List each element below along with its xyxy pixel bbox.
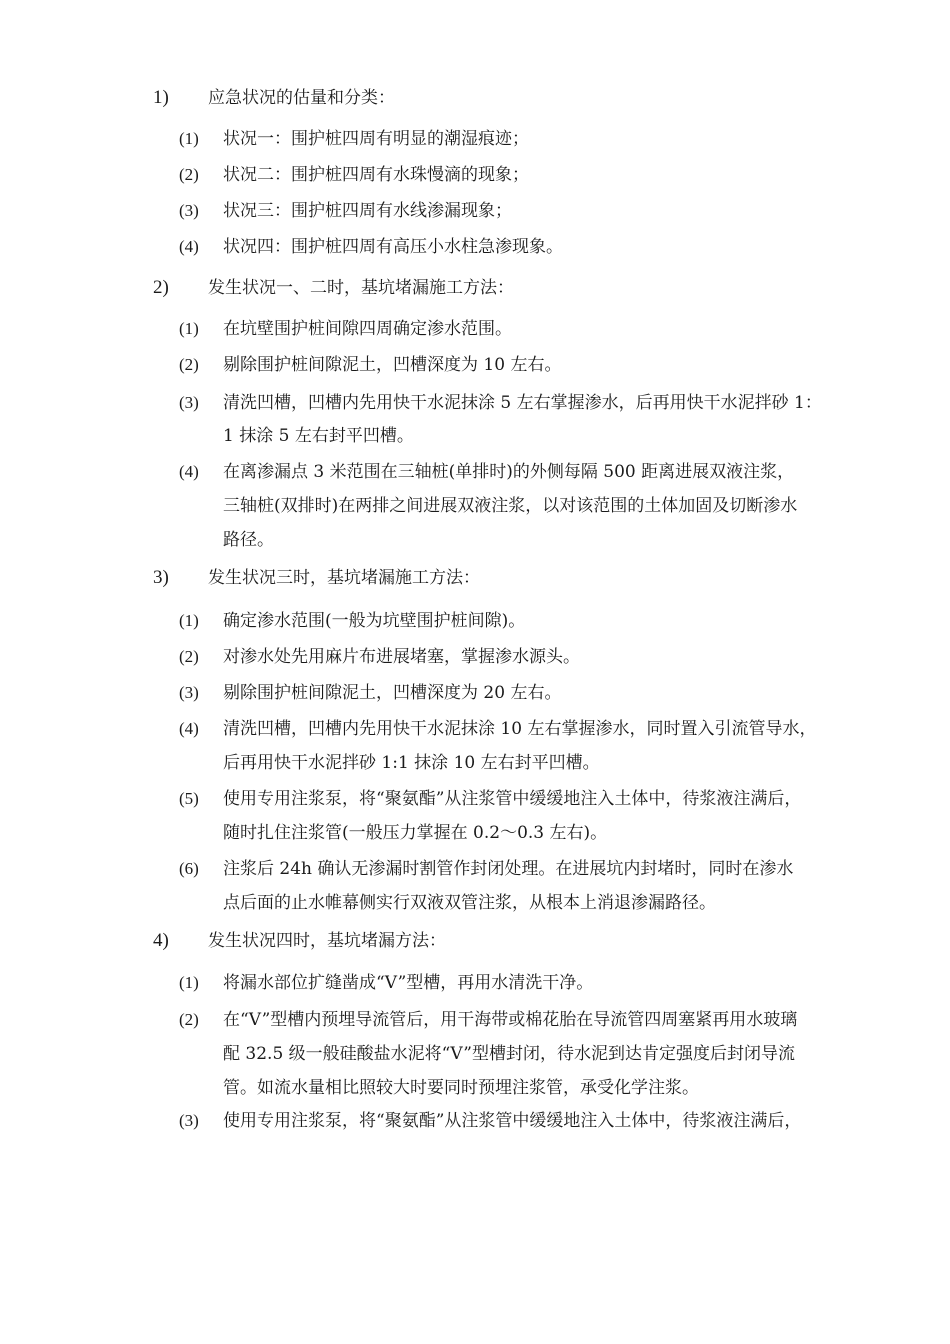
item-number: (3) <box>179 1111 199 1130</box>
item-text: 将漏水部位扩缝凿成“V”型槽，再用水清洗干净。 <box>223 973 594 993</box>
section-title: 发生状况一、二时，基坑堵漏施工方法： <box>208 278 514 298</box>
item-text: 在坑壁围护桩间隙四周确定渗水范围。 <box>223 319 512 339</box>
item-text: 管。如流水量相比照较大时要同时预埋注浆管，承受化学注浆。 <box>223 1078 699 1098</box>
item-number: (2) <box>179 1010 199 1029</box>
section-title: 应急状况的估量和分类： <box>208 88 395 108</box>
section-number: 2) <box>153 277 169 298</box>
item-text: 配 32.5 级一般硅酸盐水泥将“V”型槽封闭，待水泥到达肯定强度后封闭导流 <box>223 1044 795 1064</box>
item-text: 状况一：围护桩四周有明显的潮湿痕迹； <box>223 129 529 149</box>
item-text: 状况二：围护桩四周有水珠慢滴的现象； <box>223 165 529 185</box>
item-number: (1) <box>179 611 199 630</box>
item-text: 点后面的止水帷幕侧实行双液双管注浆，从根本上消退渗漏路径。 <box>223 893 716 913</box>
item-text: 路径。 <box>223 530 274 550</box>
item-text: 注浆后 24h 确认无渗漏时割管作封闭处理。在进展坑内封堵时，同时在渗水 <box>223 859 794 879</box>
item-text: 1 抹涂 5 左右封平凹槽。 <box>223 426 414 446</box>
item-number: (2) <box>179 647 199 666</box>
item-text: 状况四：围护桩四周有高压小水柱急渗现象。 <box>223 237 563 257</box>
section-title: 发生状况四时，基坑堵漏方法： <box>208 931 446 951</box>
section-number: 1) <box>153 87 169 108</box>
item-text: 在离渗漏点 3 米范围在三轴桩(单排时)的外侧每隔 500 距离进展双液注浆， <box>223 462 795 482</box>
item-number: (1) <box>179 973 199 992</box>
item-text: 在“V”型槽内预埋导流管后，用干海带或棉花胎在导流管四周塞紧再用水玻璃 <box>223 1010 798 1030</box>
item-text: 确定渗水范围(一般为坑壁围护桩间隙)。 <box>223 611 526 631</box>
item-text: 使用专用注浆泵，将“聚氨酯”从注浆管中缓缓地注入土体中，待浆液注满后， <box>223 789 802 809</box>
item-number: (4) <box>179 237 199 256</box>
item-number: (1) <box>179 129 199 148</box>
item-text: 使用专用注浆泵，将“聚氨酯”从注浆管中缓缓地注入土体中，待浆液注满后， <box>223 1111 802 1131</box>
item-number: (3) <box>179 201 199 220</box>
item-text: 清洗凹槽，凹槽内先用快干水泥抹涂 10 左右掌握渗水，同时置入引流管导水， <box>223 719 817 739</box>
section-title: 发生状况三时，基坑堵漏施工方法： <box>208 568 480 588</box>
item-text: 随时扎住注浆管(一般压力掌握在 0.2～0.3 左右)。 <box>223 823 608 843</box>
section-number: 4) <box>153 930 169 951</box>
item-number: (1) <box>179 319 199 338</box>
item-text: 对渗水处先用麻片布进展堵塞，掌握渗水源头。 <box>223 647 580 667</box>
item-text: 剔除围护桩间隙泥土，凹槽深度为 20 左右。 <box>223 683 562 703</box>
item-text: 状况三：围护桩四周有水线渗漏现象； <box>223 201 512 221</box>
item-text: 后再用快干水泥拌砂 1:1 抹涂 10 左右封平凹槽。 <box>223 753 600 773</box>
item-number: (2) <box>179 355 199 374</box>
item-number: (3) <box>179 683 199 702</box>
item-number: (6) <box>179 859 199 878</box>
item-number: (4) <box>179 462 199 481</box>
item-text: 剔除围护桩间隙泥土，凹槽深度为 10 左右。 <box>223 355 562 375</box>
item-number: (5) <box>179 789 199 808</box>
item-number: (4) <box>179 719 199 738</box>
item-number: (2) <box>179 165 199 184</box>
item-text: 清洗凹槽，凹槽内先用快干水泥抹涂 5 左右掌握渗水，后再用快干水泥拌砂 1： <box>223 393 822 413</box>
section-number: 3) <box>153 567 169 588</box>
item-text: 三轴桩(双排时)在两排之间进展双液注浆，以对该范围的土体加固及切断渗水 <box>223 496 798 516</box>
item-number: (3) <box>179 393 199 412</box>
